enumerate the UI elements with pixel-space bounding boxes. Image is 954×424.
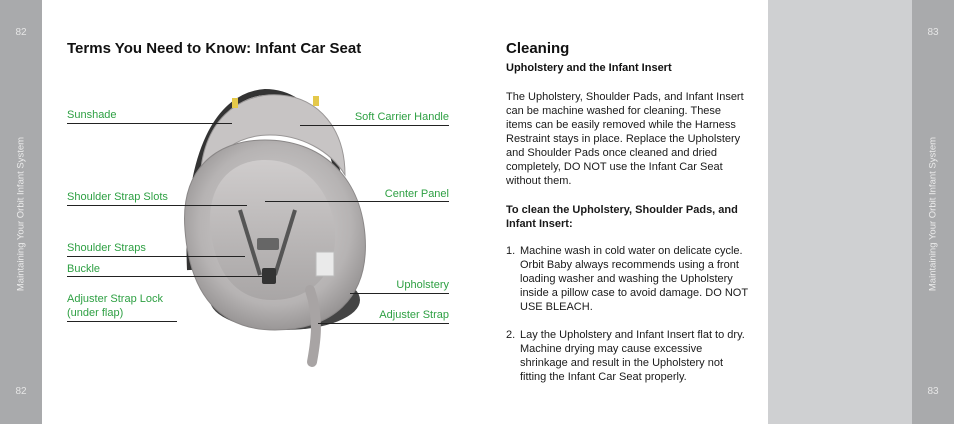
leader-sunshade bbox=[67, 123, 232, 124]
leader-buckle bbox=[67, 276, 262, 277]
step-text: Machine wash in cold water on delicate cycle. Orbit Baby always recommends using a front loading washer and washing the Upholstery inside a pillow case to avoid damage. DO NOT USE BLEACH. bbox=[520, 245, 748, 313]
chest-clip bbox=[257, 238, 279, 250]
leader-shoulder-straps bbox=[67, 256, 245, 257]
left-page-title: Terms You Need to Know: Infant Car Seat bbox=[67, 40, 362, 57]
callout-adjuster-strap-lock-note: (under flap) bbox=[67, 307, 124, 319]
buckle-part bbox=[262, 268, 276, 284]
callout-soft-carrier-handle: Soft Carrier Handle bbox=[354, 111, 449, 123]
cleaning-subtitle: Upholstery and the Infant Insert bbox=[506, 62, 672, 74]
callout-shoulder-strap-slots: Shoulder Strap Slots bbox=[67, 191, 168, 203]
callout-shoulder-straps: Shoulder Straps bbox=[67, 242, 146, 254]
callout-sunshade: Sunshade bbox=[67, 109, 117, 121]
page-number-top-right: 83 bbox=[927, 27, 939, 38]
side-label-left: Maintaining Your Orbit Infant System bbox=[15, 136, 27, 292]
leader-adjuster-strap bbox=[318, 323, 449, 324]
page-number-top-left: 82 bbox=[15, 27, 27, 38]
callout-adjuster-strap-lock: Adjuster Strap Lock bbox=[67, 293, 163, 305]
callout-adjuster-strap: Adjuster Strap bbox=[379, 309, 449, 321]
canopy-clip-left bbox=[232, 98, 238, 108]
page-number-bottom-left: 82 bbox=[15, 386, 27, 397]
how-to-clean-heading: To clean the Upholstery, Shoulder Pads, and Infant Insert: bbox=[506, 204, 738, 230]
canopy-clip-right bbox=[313, 96, 319, 106]
step-number: 2. bbox=[506, 329, 516, 341]
callout-buckle: Buckle bbox=[67, 263, 101, 275]
page-number-bottom-right: 83 bbox=[927, 386, 939, 397]
step-number: 1. bbox=[506, 245, 516, 257]
step-text: Lay the Upholstery and Infant Insert flat to dry. Machine drying may cause excessive shrinkage and result in the Upholstery not fitting the Infant Car Seat properly. bbox=[520, 329, 745, 383]
leader-center-panel bbox=[265, 201, 449, 202]
cleaning-intro-paragraph: The Upholstery, Shoulder Pads, and Infant Insert can be machine washed for cleaning. These items can be easily removed while the Harness Restraint stays in place. Replace the Upholstery and Shoulder Pads once cleaned and dried completely, DO NOT use the Infant Car Seat without them. bbox=[506, 91, 744, 187]
side-label-right: Maintaining Your Orbit Infant System bbox=[927, 136, 939, 292]
callout-center-panel: Center Panel bbox=[384, 188, 449, 200]
seat-label-tag bbox=[316, 252, 334, 276]
cleaning-title: Cleaning bbox=[506, 40, 570, 57]
leader-adjuster-strap-lock bbox=[67, 321, 177, 322]
leader-shoulder-strap-slots bbox=[67, 205, 247, 206]
leader-upholstery bbox=[350, 293, 449, 294]
leader-soft-carrier-handle bbox=[300, 125, 449, 126]
callout-upholstery: Upholstery bbox=[396, 279, 449, 291]
